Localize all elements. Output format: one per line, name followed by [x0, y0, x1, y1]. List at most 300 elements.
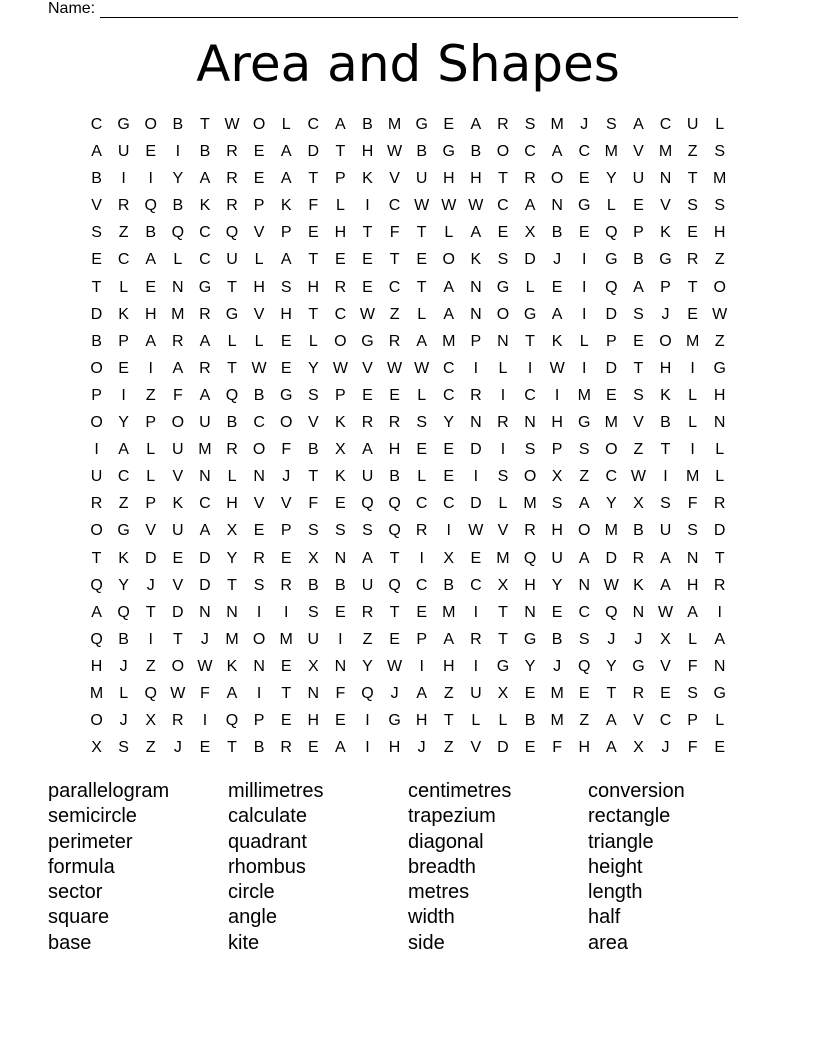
grid-letter[interactable]: D [199, 549, 211, 567]
grid-letter[interactable]: J [173, 739, 182, 757]
grid-letter[interactable]: P [335, 386, 346, 404]
grid-letter[interactable]: Z [145, 739, 156, 757]
grid-letter[interactable]: H [388, 739, 401, 757]
grid-letter[interactable]: Q [605, 603, 618, 621]
grid-letter[interactable]: X [633, 739, 644, 757]
grid-letter[interactable]: A [280, 170, 292, 188]
grid-letter[interactable]: H [280, 305, 292, 323]
grid-letter[interactable]: R [280, 739, 292, 757]
grid-letter[interactable]: E [335, 712, 346, 730]
grid-letter[interactable]: D [144, 549, 157, 567]
grid-letter[interactable]: B [335, 576, 346, 594]
grid-letter[interactable]: C [415, 576, 428, 594]
grid-letter[interactable]: I [121, 386, 126, 404]
grid-letter[interactable]: R [90, 495, 103, 513]
grid-letter[interactable]: U [307, 630, 320, 648]
grid-letter[interactable]: H [253, 278, 265, 296]
grid-letter[interactable]: T [416, 278, 427, 296]
grid-letter[interactable]: F [308, 197, 319, 215]
grid-letter[interactable]: D [605, 305, 618, 323]
grid-letter[interactable]: E [524, 739, 536, 757]
grid-letter[interactable]: L [173, 251, 183, 269]
grid-letter[interactable]: C [470, 576, 482, 594]
grid-letter[interactable]: Z [118, 224, 129, 242]
grid-letter[interactable]: K [199, 197, 211, 215]
grid-letter[interactable]: E [172, 549, 184, 567]
grid-letter[interactable]: B [443, 576, 455, 594]
grid-letter[interactable]: I [582, 251, 587, 269]
grid-letter[interactable]: S [687, 197, 698, 215]
grid-letter[interactable]: P [253, 712, 265, 730]
grid-letter[interactable]: R [280, 576, 292, 594]
grid-letter[interactable]: T [308, 305, 319, 323]
grid-letter[interactable]: E [145, 278, 157, 296]
grid-letter[interactable]: V [172, 468, 184, 486]
grid-letter[interactable]: P [280, 224, 292, 242]
grid-letter[interactable]: T [281, 684, 292, 702]
grid-letter[interactable]: N [524, 414, 536, 432]
grid-letter[interactable]: B [660, 414, 671, 432]
grid-letter[interactable]: Y [362, 657, 373, 675]
grid-letter[interactable]: G [713, 359, 726, 377]
grid-letter[interactable]: S [307, 386, 319, 404]
grid-letter[interactable]: L [227, 468, 237, 486]
grid-letter[interactable]: N [253, 468, 265, 486]
grid-letter[interactable]: V [470, 739, 482, 757]
grid-letter[interactable]: A [335, 116, 346, 133]
grid-letter[interactable]: C [388, 197, 401, 215]
grid-letter[interactable]: V [307, 414, 319, 432]
grid-letter[interactable]: K [551, 332, 563, 350]
grid-letter[interactable]: Q [388, 576, 401, 594]
grid-letter[interactable]: R [226, 143, 238, 161]
grid-letter[interactable]: J [553, 657, 562, 675]
name-field[interactable] [48, 0, 738, 18]
grid-letter[interactable]: Q [361, 495, 374, 513]
grid-letter[interactable]: R [361, 603, 374, 621]
grid-letter[interactable]: A [687, 603, 698, 621]
grid-letter[interactable]: M [387, 116, 402, 133]
grid-letter[interactable]: G [523, 305, 537, 323]
grid-letter[interactable]: I [419, 657, 424, 675]
grid-letter[interactable]: T [227, 739, 237, 757]
grid-letter[interactable]: E [443, 468, 455, 486]
grid-letter[interactable]: S [633, 386, 644, 404]
grid-letter[interactable]: O [252, 116, 266, 133]
grid-letter[interactable]: E [416, 441, 427, 459]
grid-letter[interactable]: A [172, 359, 184, 377]
grid-letter[interactable]: K [118, 549, 129, 567]
grid-letter[interactable]: A [470, 224, 482, 242]
grid-letter[interactable]: K [118, 305, 129, 323]
grid-letter[interactable]: E [145, 143, 157, 161]
grid-letter[interactable]: M [604, 414, 618, 432]
grid-letter[interactable]: J [661, 305, 670, 323]
grid-letter[interactable]: X [226, 522, 238, 540]
grid-letter[interactable]: D [172, 603, 184, 621]
grid-letter[interactable]: C [90, 116, 103, 133]
grid-letter[interactable]: R [497, 414, 509, 432]
grid-letter[interactable]: A [633, 116, 644, 133]
grid-letter[interactable]: M [279, 630, 293, 648]
grid-letter[interactable]: T [498, 170, 508, 188]
grid-letter[interactable]: Z [687, 143, 698, 161]
grid-letter[interactable]: L [498, 359, 508, 377]
grid-letter[interactable]: E [416, 603, 427, 621]
grid-letter[interactable]: C [524, 143, 536, 161]
grid-letter[interactable]: Z [579, 712, 590, 730]
grid-letter[interactable]: Y [605, 170, 617, 188]
grid-letter[interactable]: B [470, 143, 482, 161]
grid-letter[interactable]: S [335, 522, 346, 540]
grid-letter[interactable]: L [715, 468, 725, 486]
grid-letter[interactable]: W [224, 116, 240, 133]
grid-letter[interactable]: R [172, 332, 184, 350]
grid-letter[interactable]: C [117, 468, 130, 486]
grid-letter[interactable]: B [362, 116, 373, 133]
grid-letter[interactable]: I [121, 170, 126, 188]
name-underline[interactable] [100, 3, 738, 18]
grid-letter[interactable]: S [253, 576, 265, 594]
grid-letter[interactable]: C [253, 414, 265, 432]
grid-letter[interactable]: W [712, 305, 728, 323]
grid-letter[interactable]: E [253, 143, 265, 161]
grid-letter[interactable]: Q [578, 657, 591, 675]
grid-letter[interactable]: I [94, 441, 99, 459]
grid-letter[interactable]: N [172, 278, 184, 296]
grid-letter[interactable]: E [470, 549, 482, 567]
grid-letter[interactable]: E [443, 116, 455, 133]
grid-letter[interactable]: W [414, 197, 430, 215]
grid-letter[interactable]: Z [714, 251, 725, 269]
grid-letter[interactable]: E [714, 739, 726, 757]
grid-letter[interactable]: I [473, 468, 479, 486]
grid-letter[interactable]: I [500, 386, 506, 404]
grid-letter[interactable]: P [551, 441, 563, 459]
grid-letter[interactable]: C [524, 386, 536, 404]
grid-letter[interactable]: B [633, 522, 644, 540]
grid-letter[interactable]: C [199, 251, 211, 269]
grid-letter[interactable]: P [118, 332, 129, 350]
grid-letter[interactable]: Y [118, 414, 129, 432]
grid-letter[interactable]: E [280, 332, 292, 350]
grid-letter[interactable]: T [498, 603, 508, 621]
grid-letter[interactable]: S [280, 278, 292, 296]
grid-letter[interactable]: A [443, 305, 455, 323]
grid-letter[interactable]: T [525, 332, 535, 350]
grid-letter[interactable]: B [172, 116, 184, 133]
grid-letter[interactable]: E [389, 630, 400, 648]
grid-letter[interactable]: T [308, 251, 319, 269]
grid-letter[interactable]: R [199, 359, 211, 377]
grid-letter[interactable]: E [416, 251, 427, 269]
grid-letter[interactable]: E [118, 359, 129, 377]
grid-letter[interactable]: Y [551, 576, 563, 594]
grid-letter[interactable]: F [200, 684, 210, 702]
grid-letter[interactable]: R [226, 197, 238, 215]
grid-letter[interactable]: H [551, 522, 563, 540]
grid-letter[interactable]: E [307, 224, 319, 242]
grid-letter[interactable]: F [687, 495, 698, 513]
grid-letter[interactable]: S [578, 630, 590, 648]
grid-letter[interactable]: Q [523, 549, 537, 567]
grid-letter[interactable]: G [713, 684, 726, 702]
grid-letter[interactable]: S [497, 251, 509, 269]
grid-letter[interactable]: E [335, 251, 346, 269]
grid-letter[interactable]: B [172, 197, 184, 215]
grid-letter[interactable]: X [524, 224, 536, 242]
grid-letter[interactable]: O [442, 251, 455, 269]
grid-letter[interactable]: E [497, 224, 509, 242]
grid-letter[interactable]: A [551, 143, 563, 161]
grid-letter[interactable]: A [118, 441, 129, 459]
grid-letter[interactable]: G [117, 116, 130, 133]
grid-letter[interactable]: M [550, 684, 564, 702]
grid-letter[interactable]: G [578, 197, 591, 215]
grid-letter[interactable]: N [713, 657, 726, 675]
grid-letter[interactable]: W [603, 576, 619, 594]
grid-letter[interactable]: M [496, 549, 510, 567]
grid-letter[interactable]: O [605, 441, 618, 459]
grid-letter[interactable]: C [578, 603, 591, 621]
grid-letter[interactable]: M [685, 332, 700, 350]
grid-letter[interactable]: L [579, 332, 589, 350]
grid-letter[interactable]: E [280, 549, 292, 567]
grid-letter[interactable]: I [582, 305, 587, 323]
grid-letter[interactable]: Y [605, 657, 617, 675]
grid-letter[interactable]: H [361, 143, 374, 161]
grid-letter[interactable]: X [335, 441, 346, 459]
grid-letter[interactable]: M [604, 522, 618, 540]
grid-letter[interactable]: S [714, 143, 726, 161]
grid-letter[interactable]: G [388, 712, 401, 730]
grid-letter[interactable]: D [470, 495, 482, 513]
grid-letter[interactable]: H [659, 359, 672, 377]
grid-letter[interactable]: I [365, 739, 370, 757]
grid-letter[interactable]: V [145, 522, 157, 540]
grid-letter[interactable]: T [227, 359, 237, 377]
grid-letter[interactable]: A [443, 278, 455, 296]
grid-letter[interactable]: I [554, 386, 560, 404]
grid-letter[interactable]: J [119, 712, 128, 730]
grid-letter[interactable]: C [334, 305, 347, 323]
grid-letter[interactable]: Q [225, 386, 239, 404]
grid-letter[interactable]: A [633, 278, 644, 296]
grid-letter[interactable]: N [659, 170, 672, 188]
grid-letter[interactable]: I [148, 630, 153, 648]
grid-letter[interactable]: V [253, 305, 265, 323]
grid-letter[interactable]: D [470, 441, 482, 459]
grid-letter[interactable]: N [470, 414, 482, 432]
grid-letter[interactable]: E [633, 197, 644, 215]
grid-letter[interactable]: K [335, 414, 346, 432]
grid-letter[interactable]: T [227, 278, 237, 296]
grid-letter[interactable]: E [687, 305, 698, 323]
grid-letter[interactable]: M [442, 603, 456, 621]
grid-letter[interactable]: Z [443, 684, 454, 702]
grid-letter[interactable]: J [146, 576, 155, 594]
grid-letter[interactable]: B [91, 332, 102, 350]
grid-letter[interactable]: B [253, 386, 265, 404]
grid-letter[interactable]: I [175, 143, 181, 161]
grid-letter[interactable]: K [633, 576, 644, 594]
grid-letter[interactable]: H [551, 414, 563, 432]
grid-letter[interactable]: L [498, 712, 508, 730]
grid-letter[interactable]: B [91, 170, 102, 188]
grid-letter[interactable]: A [362, 441, 373, 459]
grid-letter[interactable]: Q [90, 630, 103, 648]
grid-letter[interactable]: C [659, 712, 672, 730]
grid-letter[interactable]: E [660, 684, 671, 702]
grid-letter[interactable]: N [334, 549, 347, 567]
grid-letter[interactable]: E [199, 739, 211, 757]
grid-letter[interactable]: G [442, 143, 455, 161]
grid-letter[interactable]: I [473, 603, 479, 621]
grid-letter[interactable]: E [605, 386, 617, 404]
grid-letter[interactable]: C [307, 116, 320, 133]
grid-letter[interactable]: U [361, 468, 374, 486]
grid-letter[interactable]: S [660, 495, 671, 513]
grid-letter[interactable]: D [497, 739, 509, 757]
grid-letter[interactable]: W [387, 143, 403, 161]
grid-letter[interactable]: Q [388, 495, 401, 513]
grid-letter[interactable]: I [365, 712, 370, 730]
grid-letter[interactable]: E [280, 359, 292, 377]
grid-letter[interactable]: A [551, 305, 563, 323]
grid-letter[interactable]: M [550, 116, 564, 133]
grid-letter[interactable]: J [607, 630, 616, 648]
grid-letter[interactable]: J [661, 739, 670, 757]
grid-letter[interactable]: J [417, 739, 426, 757]
grid-letter[interactable]: S [524, 441, 536, 459]
grid-letter[interactable]: M [225, 630, 239, 648]
grid-letter[interactable]: L [119, 278, 129, 296]
grid-letter[interactable]: C [442, 359, 455, 377]
grid-letter[interactable]: A [416, 684, 427, 702]
grid-letter[interactable]: P [687, 712, 698, 730]
grid-letter[interactable]: U [470, 684, 482, 702]
grid-letter[interactable]: H [388, 441, 401, 459]
grid-letter[interactable]: R [388, 332, 401, 350]
grid-letter[interactable]: I [500, 441, 506, 459]
grid-letter[interactable]: Y [443, 414, 455, 432]
grid-letter[interactable]: Z [362, 630, 373, 648]
grid-letter[interactable]: B [524, 712, 536, 730]
grid-letter[interactable]: Z [145, 386, 156, 404]
grid-letter[interactable]: M [685, 468, 700, 486]
grid-letter[interactable]: O [334, 332, 347, 350]
grid-letter[interactable]: V [253, 495, 265, 513]
grid-letter[interactable]: Q [225, 224, 239, 242]
grid-letter[interactable]: N [524, 603, 536, 621]
grid-letter[interactable]: T [633, 359, 644, 377]
grid-letter[interactable]: V [633, 712, 644, 730]
grid-letter[interactable]: G [279, 386, 293, 404]
grid-letter[interactable]: W [170, 684, 186, 702]
grid-letter[interactable]: Q [605, 278, 618, 296]
grid-letter[interactable]: P [91, 386, 102, 404]
grid-letter[interactable]: X [660, 630, 671, 648]
grid-letter[interactable]: N [253, 657, 265, 675]
grid-letter[interactable]: G [496, 657, 510, 675]
grid-letter[interactable]: I [283, 603, 289, 621]
grid-letter[interactable]: R [199, 305, 211, 323]
grid-letter[interactable]: R [253, 549, 265, 567]
grid-letter[interactable]: M [89, 684, 104, 702]
grid-letter[interactable]: L [688, 414, 698, 432]
grid-letter[interactable]: P [605, 332, 617, 350]
grid-letter[interactable]: T [227, 576, 237, 594]
grid-letter[interactable]: N [199, 468, 211, 486]
grid-letter[interactable]: O [496, 305, 510, 323]
grid-letter[interactable]: W [468, 197, 484, 215]
grid-letter[interactable]: H [578, 739, 591, 757]
grid-letter[interactable]: P [660, 278, 671, 296]
grid-letter[interactable]: N [334, 657, 347, 675]
grid-letter[interactable]: P [335, 170, 346, 188]
word-search-grid[interactable] [83, 111, 733, 761]
grid-letter[interactable]: W [359, 305, 376, 323]
grid-letter[interactable]: V [633, 414, 644, 432]
grid-letter[interactable]: X [497, 684, 509, 702]
grid-letter[interactable]: T [714, 549, 725, 567]
grid-letter[interactable]: S [605, 116, 617, 133]
grid-letter[interactable]: U [172, 441, 184, 459]
grid-letter[interactable]: V [280, 495, 292, 513]
grid-letter[interactable]: O [90, 522, 103, 540]
grid-letter[interactable]: K [172, 495, 184, 513]
grid-letter[interactable]: N [199, 603, 211, 621]
grid-letter[interactable]: R [415, 522, 428, 540]
grid-letter[interactable]: M [713, 170, 727, 188]
grid-letter[interactable]: G [361, 332, 374, 350]
grid-letter[interactable]: R [470, 386, 482, 404]
grid-letter[interactable]: L [146, 441, 156, 459]
grid-letter[interactable]: B [633, 251, 644, 269]
grid-letter[interactable]: D [524, 251, 536, 269]
grid-letter[interactable]: E [551, 278, 563, 296]
grid-letter[interactable]: X [443, 549, 455, 567]
grid-letter[interactable]: S [633, 305, 644, 323]
grid-letter[interactable]: C [388, 278, 401, 296]
grid-letter[interactable]: K [470, 251, 482, 269]
grid-letter[interactable]: A [660, 549, 671, 567]
grid-letter[interactable]: Z [579, 468, 590, 486]
grid-letter[interactable]: E [91, 251, 102, 269]
grid-letter[interactable]: S [307, 603, 319, 621]
grid-letter[interactable]: X [551, 468, 563, 486]
grid-letter[interactable]: E [335, 603, 346, 621]
grid-letter[interactable]: D [713, 522, 726, 540]
grid-letter[interactable]: S [497, 468, 509, 486]
grid-letter[interactable]: R [632, 549, 645, 567]
grid-letter[interactable]: Y [524, 657, 536, 675]
grid-letter[interactable]: H [470, 170, 482, 188]
grid-letter[interactable]: P [253, 197, 265, 215]
grid-letter[interactable]: Q [144, 684, 157, 702]
grid-letter[interactable]: L [471, 712, 481, 730]
grid-letter[interactable]: K [226, 657, 238, 675]
grid-letter[interactable]: H [415, 712, 428, 730]
grid-letter[interactable]: T [308, 170, 319, 188]
grid-letter[interactable]: V [660, 197, 671, 215]
grid-letter[interactable]: A [280, 251, 292, 269]
grid-letter[interactable]: V [253, 224, 265, 242]
grid-letter[interactable]: L [119, 684, 129, 702]
grid-letter[interactable]: A [605, 712, 617, 730]
grid-letter[interactable]: O [523, 468, 537, 486]
grid-letter[interactable]: S [687, 522, 698, 540]
